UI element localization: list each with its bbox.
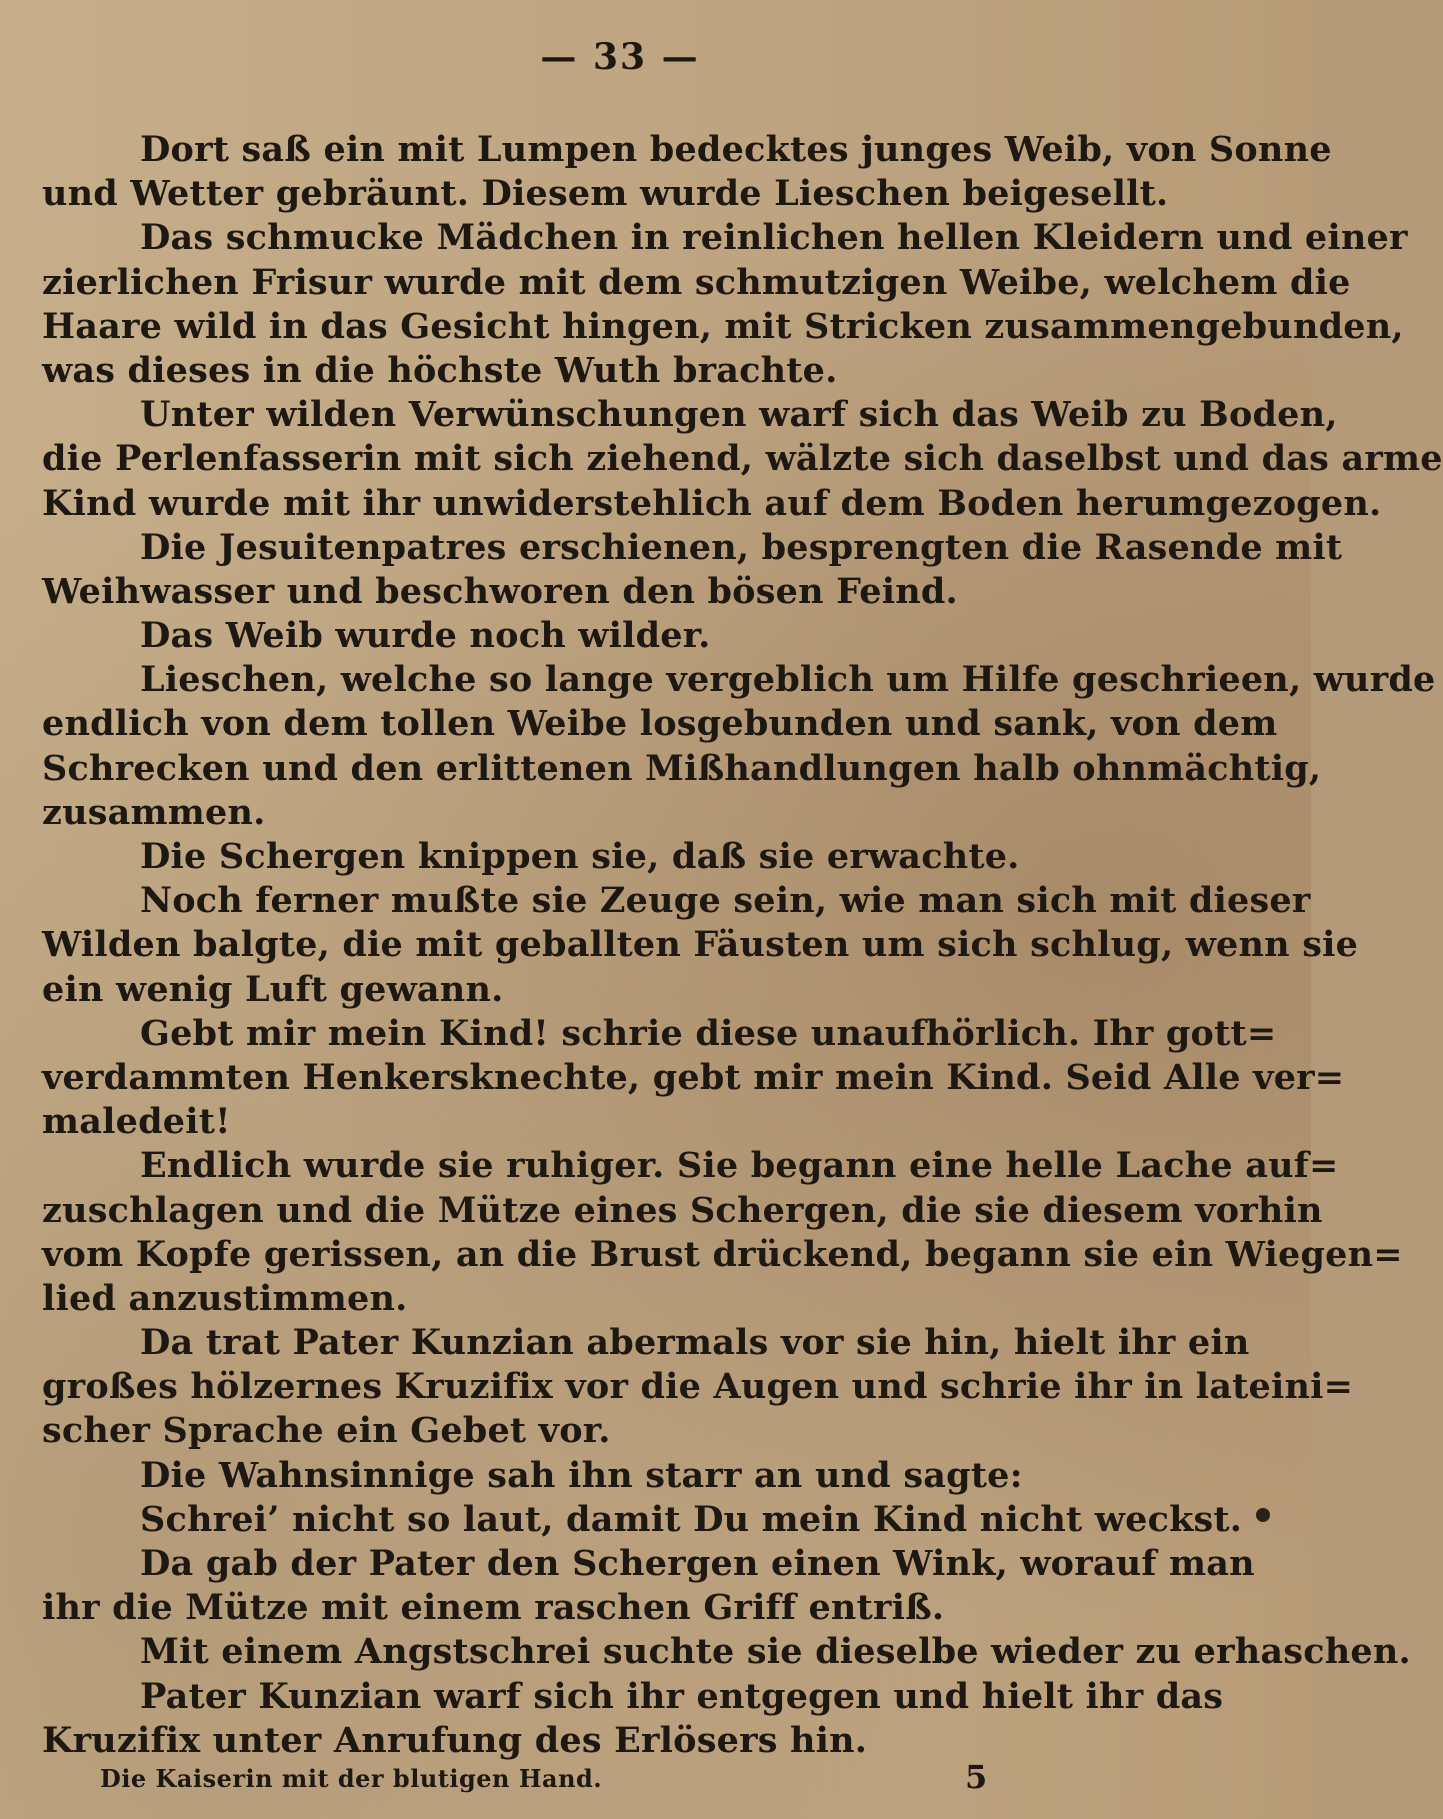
text-line: vom Kopfe gerissen, an die Brust drückend, begann sie ein Wiegen= (42, 1233, 1403, 1275)
text-line: und Wetter gebräunt. Diesem wurde Lieschen beigesellt. (42, 173, 1169, 215)
text-line: Da gab der Pater den Schergen einen Wink, worauf man (140, 1543, 1255, 1584)
ink-spot (1256, 1508, 1270, 1522)
text-line: Lieschen, welche so lange vergeblich um Hilfe geschrieen, wurde (140, 659, 1436, 701)
text-line: Schrei’ nicht so laut, damit Du mein Kind nicht weckst. (140, 1498, 1243, 1540)
text-line: verdammten Henkersknechte, gebt mir mein Kind. Seid Alle ver= (42, 1056, 1345, 1098)
text-line: Wilden balgte, die mit geballten Fäusten um sich schlug, wenn sie (42, 924, 1359, 966)
text-line: Kruzifix unter Anrufung des Erlösers hin. (42, 1719, 868, 1761)
text-line: ihr die Mütze mit einem raschen Griff entriß. (42, 1587, 945, 1629)
text-line: zierlichen Frisur wurde mit dem schmutzigen Weibe, welchem die (42, 261, 1351, 303)
text-line: Die Wahnsinnige sah ihn starr an und sagte: (140, 1454, 1023, 1496)
text-line: zusammen. (42, 791, 266, 833)
text-line: Gebt mir mein Kind! schrie diese unaufhörlich. Ihr gott= (140, 1012, 1277, 1054)
text-line: zuschlagen und die Mütze eines Schergen, die sie diesem vorhin (42, 1189, 1323, 1231)
text-line: Pater Kunzian warf sich ihr entgegen und hielt ihr das (140, 1675, 1224, 1717)
text-line: Haare wild in das Gesicht hingen, mit Stricken zusammengebunden, (42, 305, 1404, 347)
text-line: Dort saß ein mit Lumpen bedecktes junges Weib, von Sonne (140, 129, 1332, 170)
text-line: Mit einem Angstschrei suchte sie dieselbe wieder zu erhaschen. (140, 1631, 1411, 1673)
footer-book-title: Die Kaiserin mit der blutigen Hand. (100, 1764, 603, 1793)
page-number: — 33 — (540, 36, 700, 78)
text-line: Da trat Pater Kunzian abermals vor sie hin, hielt ihr ein (140, 1322, 1250, 1364)
text-line: die Perlenfasserin mit sich ziehend, wälzte sich daselbst und das arme (42, 438, 1443, 480)
text-line: was dieses in die höchste Wuth brachte. (42, 349, 838, 391)
text-line: Die Jesuitenpatres erschienen, besprengten die Rasende mit (140, 526, 1343, 568)
text-line: Das schmucke Mädchen in reinlichen hellen Kleidern und einer (140, 217, 1408, 259)
text-line: Kind wurde mit ihr unwiderstehlich auf dem Boden herumgezogen. (42, 482, 1382, 524)
text-line: großes hölzernes Kruzifix vor die Augen und schrie ihr in lateini= (42, 1366, 1354, 1408)
text-line: lied anzustimmen. (42, 1277, 408, 1319)
text-line: Noch ferner mußte sie Zeuge sein, wie man sich mit dieser (140, 880, 1311, 922)
text-line: scher Sprache ein Gebet vor. (42, 1410, 611, 1452)
text-line: maledeit! (42, 1101, 231, 1143)
page-footer (0, 1758, 1311, 1798)
text-line: Das Weib wurde noch wilder. (140, 615, 711, 657)
text-line: endlich von dem tollen Weibe losgebunden und sank, von dem (42, 703, 1278, 745)
body-text (42, 128, 1443, 1763)
text-line: Unter wilden Verwünschungen warf sich das Weib zu Boden, (140, 394, 1338, 436)
text-line: Weihwasser und beschworen den bösen Feind. (42, 570, 958, 612)
text-line: Endlich wurde sie ruhiger. Sie begann eine helle Lache auf= (140, 1145, 1339, 1187)
text-line: Schrecken und den erlittenen Mißhandlungen halb ohnmächtig, (42, 747, 1322, 789)
signature-mark: 5 (965, 1758, 988, 1796)
text-line: Die Schergen knippen sie, daß sie erwachte. (140, 836, 1020, 877)
text-line: ein wenig Luft gewann. (42, 968, 504, 1010)
